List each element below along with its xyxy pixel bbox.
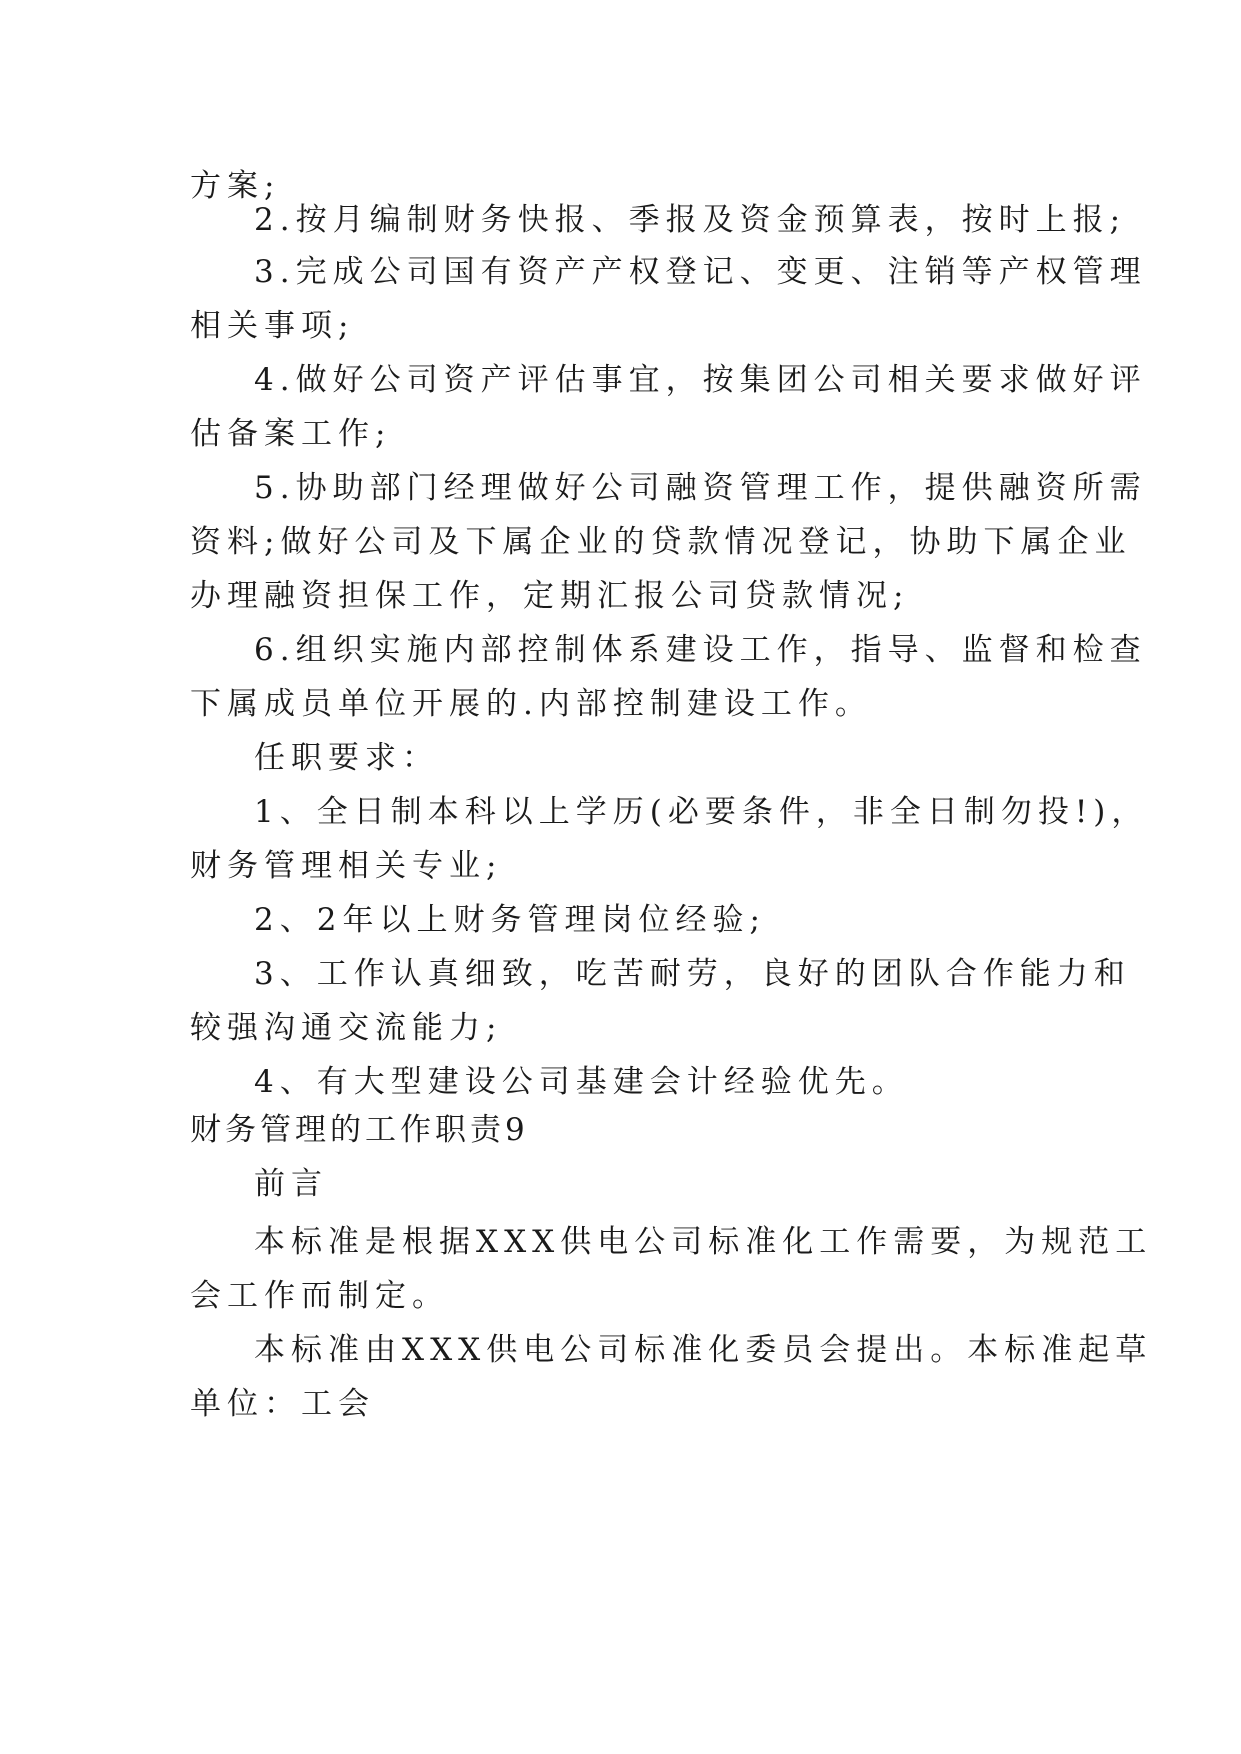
text-line: 办理融资担保工作，定期汇报公司贷款情况; xyxy=(190,578,910,614)
text-line: 2、2年以上财务管理岗位经验; xyxy=(254,902,766,938)
text-line: 3、工作认真细致，吃苦耐劳，良好的团队合作能力和 xyxy=(254,956,1131,992)
text-line: 本标准是根据XXX供电公司标准化工作需要，为规范工 xyxy=(254,1224,1153,1260)
text-line: 6.组织实施内部控制体系建设工作，指导、监督和检查 xyxy=(254,632,1147,668)
text-line: 5.协助部门经理做好公司融资管理工作，提供融资所需 xyxy=(254,470,1147,506)
document-title: 财务管理的工作职责9 xyxy=(190,1112,529,1148)
text-line: 会工作而制定。 xyxy=(190,1278,449,1314)
text-line: 财务管理相关专业; xyxy=(190,848,503,884)
text-line: 下属成员单位开展的.内部控制建设工作。 xyxy=(190,686,872,722)
text-line: 单位：工会 xyxy=(190,1386,375,1422)
text-line: 较强沟通交流能力; xyxy=(190,1010,503,1046)
text-line: 4.做好公司资产评估事宜，按集团公司相关要求做好评 xyxy=(254,362,1147,398)
text-line: 方案; xyxy=(190,168,281,204)
text-line: 4、有大型建设公司基建会计经验优先。 xyxy=(254,1064,909,1100)
text-line: 资料;做好公司及下属企业的贷款情况登记，协助下属企业 xyxy=(190,524,1132,560)
section-heading: 任职要求： xyxy=(254,740,439,776)
text-line: 3.完成公司国有资产产权登记、变更、注销等产权管理 xyxy=(254,254,1147,290)
text-line: 本标准由XXX供电公司标准化委员会提出。本标准起草 xyxy=(254,1332,1153,1368)
text-line: 相关事项; xyxy=(190,308,355,344)
text-line: 估备案工作; xyxy=(190,416,392,452)
text-line: 2.按月编制财务快报、季报及资金预算表，按时上报; xyxy=(254,202,1127,238)
section-heading: 前言 xyxy=(254,1166,328,1202)
text-line: 1、全日制本科以上学历(必要条件，非全日制勿投!)， xyxy=(254,794,1149,830)
